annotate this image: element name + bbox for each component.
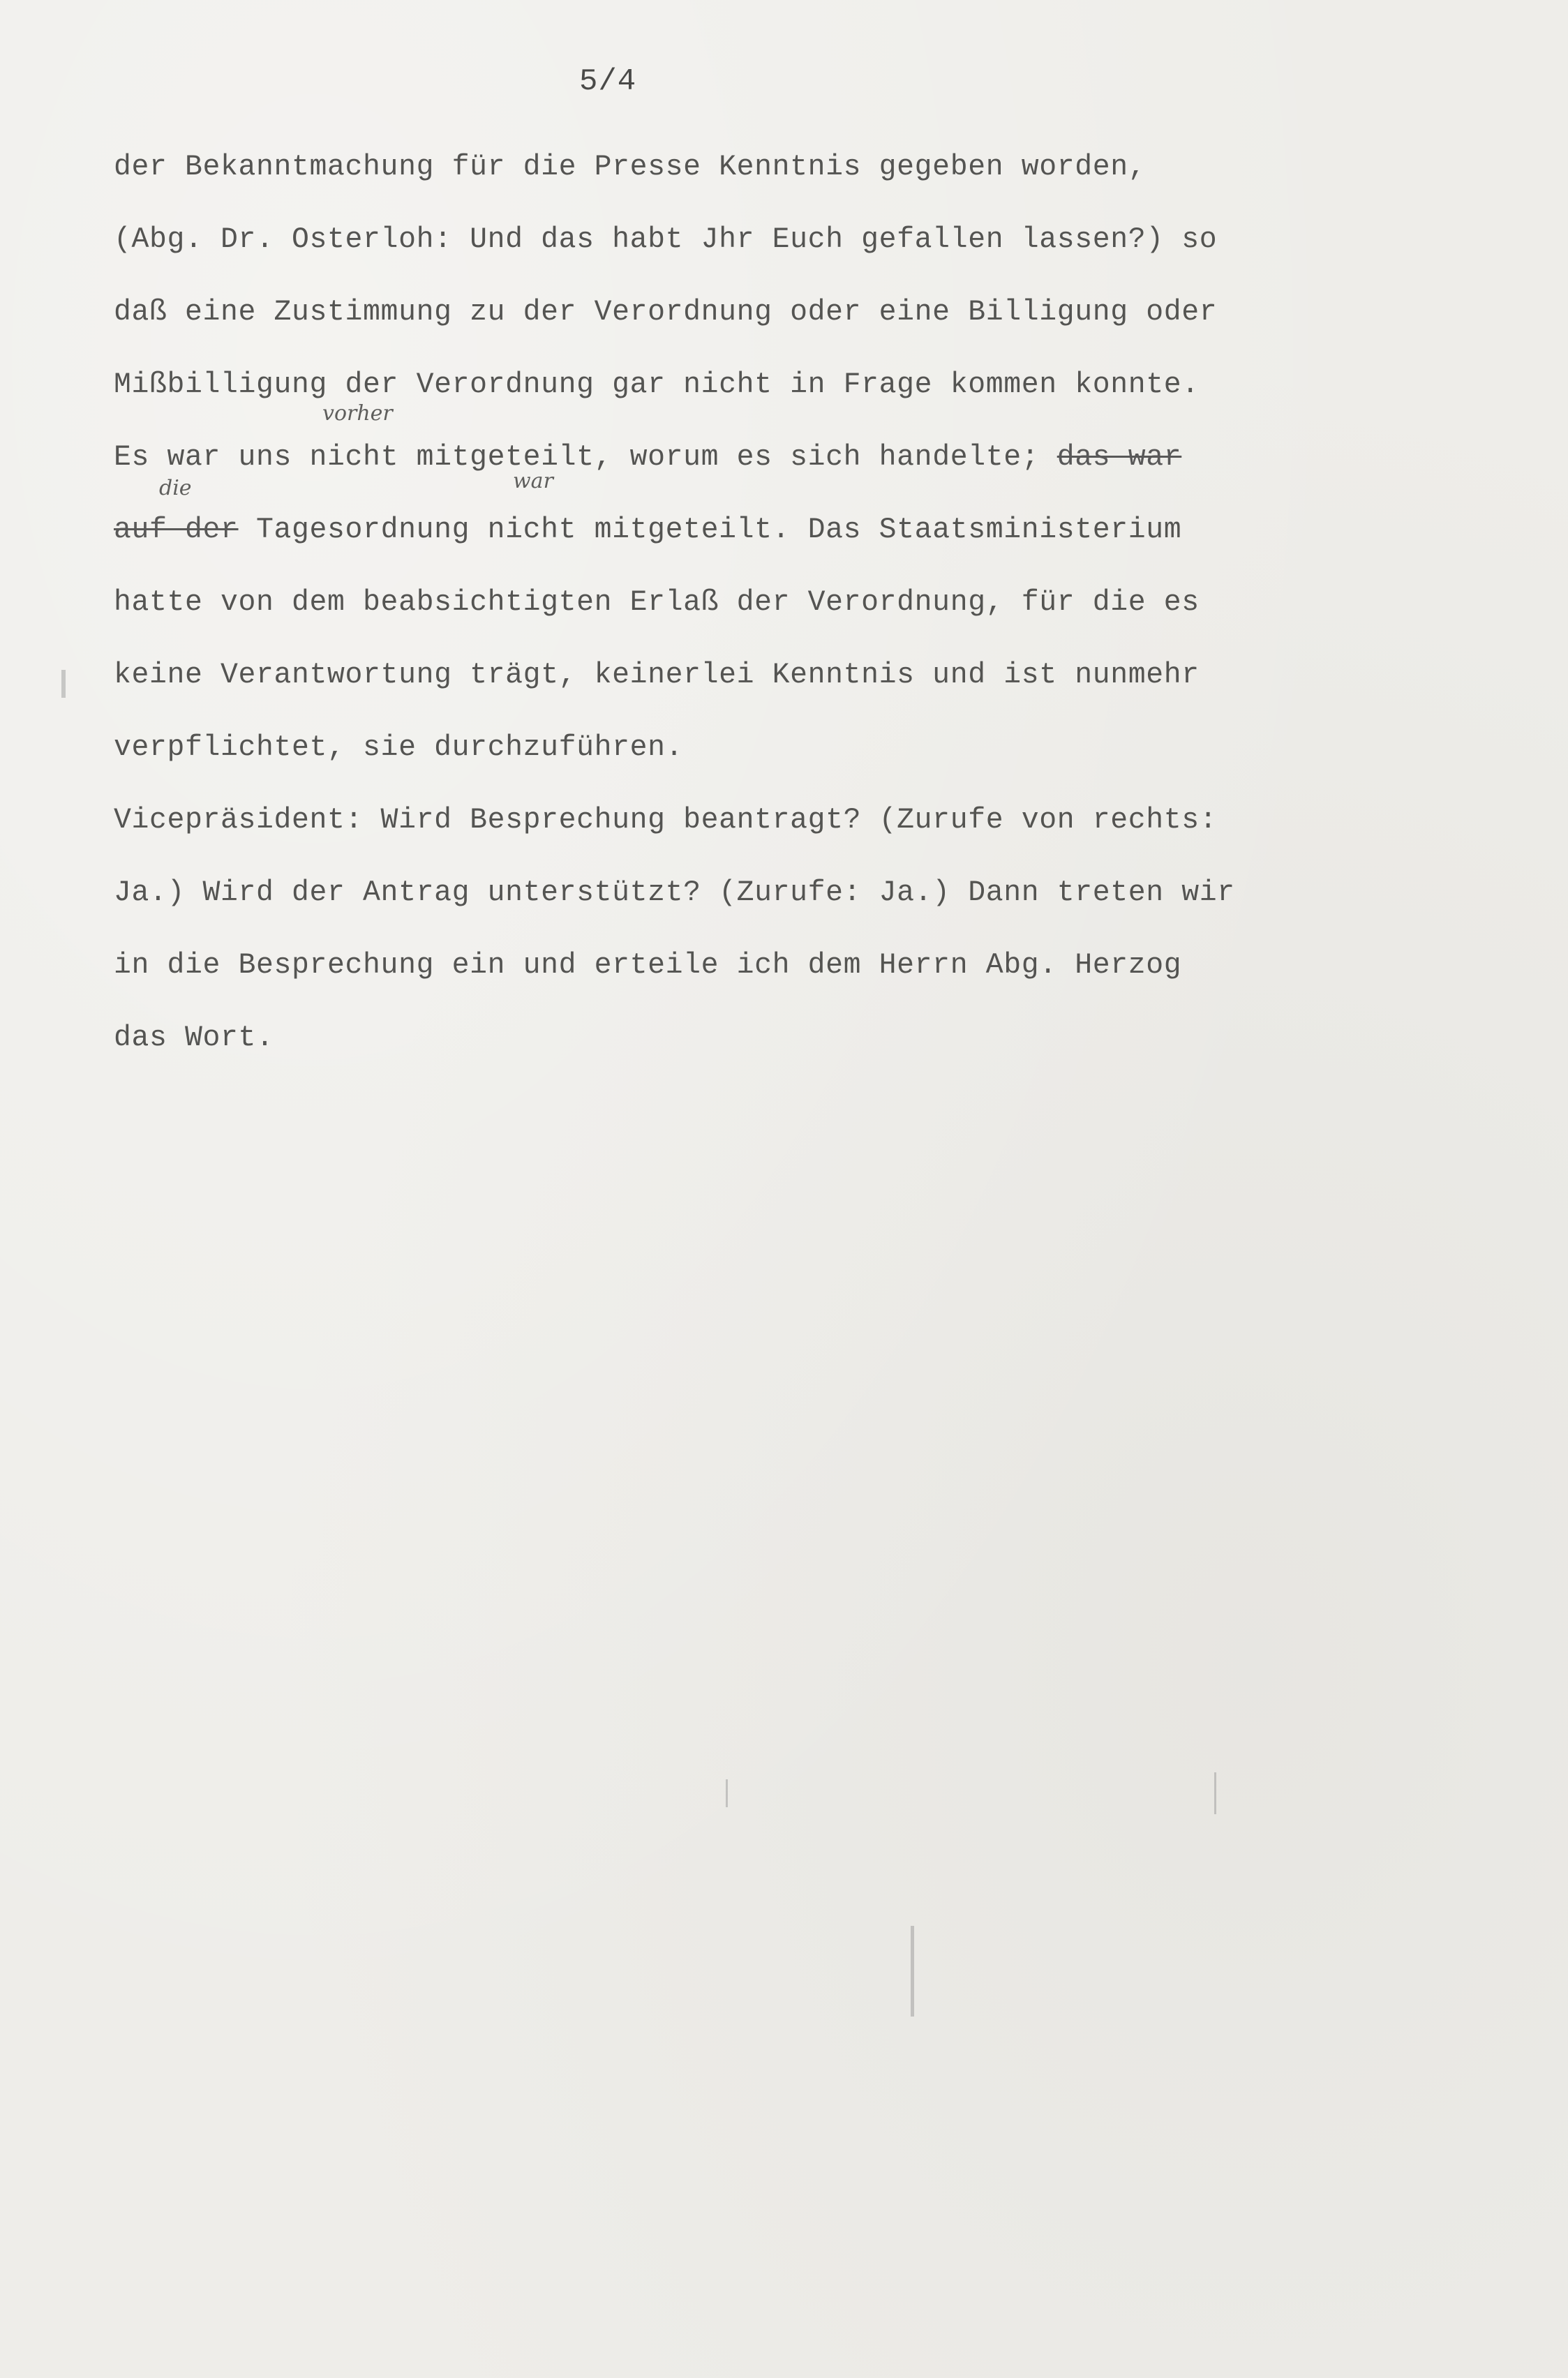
paper-speck [911, 1926, 914, 2017]
text-line: das Wort. [114, 1022, 274, 1054]
text-line: daß eine Zustimmung zu der Verordnung oder eine Billigung oder [114, 296, 1218, 329]
text-line: verpflichtet, sie durchzuführen. [114, 731, 684, 764]
text-line [114, 421, 1509, 494]
text-line: keine Verantwortung trägt, keinerlei Kenntnis und ist nunmehr [114, 659, 1200, 691]
text-line: Vicepräsident: Wird Besprechung beantragt? (Zurufe von rechts: [114, 804, 1218, 837]
text-segment: Es war uns [114, 441, 310, 474]
paper-speck [61, 670, 66, 698]
struck-text: auf der [114, 514, 239, 546]
handwritten-insertion: vorher [322, 401, 393, 426]
text-line: Ja.) Wird der Antrag unterstützt? (Zurufe: Ja.) Dann treten wir [114, 876, 1235, 909]
paper-speck [1214, 1772, 1216, 1814]
struck-text: das war [1056, 441, 1182, 474]
text-line [114, 494, 1509, 567]
text-segment: Tagesordnung nicht mitgeteilt. Das Staatsministerium [238, 514, 1182, 546]
text-segment: nicht mitgeteilt, worum es sich handelte; [309, 441, 1057, 474]
text-line: der Bekanntmachung für die Presse Kenntnis gegeben worden, [114, 151, 1147, 184]
paper-speck [726, 1779, 728, 1807]
handwritten-insertion: die [159, 476, 192, 500]
text-line: in die Besprechung ein und erteile ich dem Herrn Abg. Herzog [114, 949, 1182, 982]
text-line: Mißbilligung der Verordnung gar nicht in Frage kommen konnte. [114, 368, 1200, 401]
text-line: hatte von dem beabsichtigten Erlaß der Verordnung, für die es [114, 586, 1200, 619]
typed-body-text [114, 131, 1509, 1075]
text-line: (Abg. Dr. Osterloh: Und das habt Jhr Euch gefallen lassen?) so [114, 223, 1218, 256]
handwritten-insertion: war [513, 469, 553, 493]
page-number: 5/4 [579, 64, 637, 99]
